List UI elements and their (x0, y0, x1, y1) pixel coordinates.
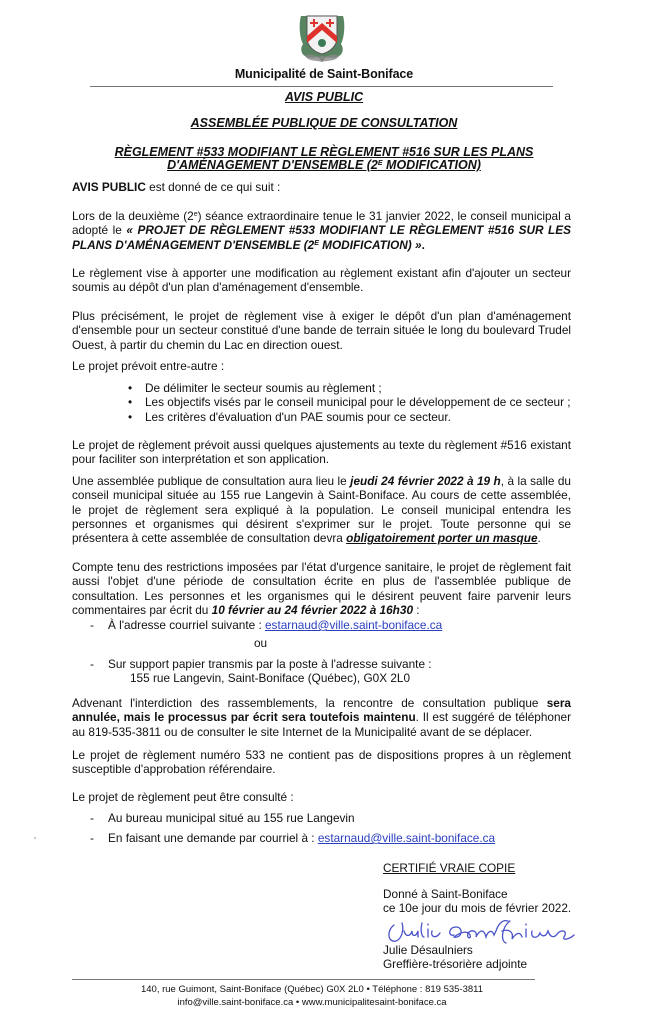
provisions-lead: Le projet prévoit entre-autre : (72, 359, 225, 373)
submission-email-link[interactable]: estarnaud@ville.saint-boniface.ca (265, 618, 443, 632)
consultation-email-link[interactable]: estarnaud@ville.saint-boniface.ca (317, 831, 496, 845)
footer-email: info@ville.saint-boniface.ca (177, 997, 294, 1008)
list-item: • De délimiter le secteur soumis au règlement ; (128, 381, 382, 395)
footer-line-1 (0, 984, 636, 997)
adjustments-paragraph: Le projet de règlement prévoit aussi quelques ajustements au texte du règlement #516 existant pour faciliter son interprétation et son application. (72, 438, 571, 467)
signatory-role: Greffière-trésorière adjointe (383, 957, 528, 972)
given-at-block: Donné à Saint-Boniface ce 10e jour du mois de février 2022. (383, 887, 572, 916)
dash-icon: - (90, 657, 94, 671)
footer-phone: Téléphone : 819 535-3811 (372, 984, 484, 995)
signatory-block (383, 943, 527, 972)
dash-icon: - (90, 618, 94, 632)
header-divider (90, 86, 553, 87)
footer-line-2 (0, 997, 636, 1010)
signatory-name: Julie Désaulniers (383, 943, 473, 957)
regulation-title: RÈGLEMENT #533 MODIFIANT LE RÈGLEMENT #516 SUR LES PLANS D'AMÉNAGEMENT D'ENSEMBLE ($2^E$ MODIFICATION) (114, 145, 534, 172)
footer-address: 140, rue Guimont, Saint-Boniface (Québec) G0X 2L0 (140, 984, 364, 995)
dash-icon: - (90, 831, 94, 845)
coat-of-arms-icon (297, 12, 347, 64)
bullet-icon: • (128, 395, 133, 410)
footer-website: www.municipalitesaint-boniface.ca (301, 997, 447, 1008)
dash-icon: - (90, 811, 94, 825)
scan-speck (34, 837, 36, 839)
submission-mail-item: - Sur support papier transmis par la poste à l'adresse suivante : 155 rue Langevin, Saint-Boniface (Québec), G0X 2L0 (90, 657, 432, 686)
notice-title: AVIS PUBLIC (284, 90, 364, 104)
consultation-office-item: - Au bureau municipal situé au 155 rue Langevin (90, 811, 355, 825)
consultation-lead: Le projet de règlement peut être consulté : (72, 790, 294, 804)
meeting-paragraph: Une assemblée publique de consultation aura lieu le jeudi 24 février 2022 à 19 h, à la salle du conseil municipal située au 155 rue Langevin à Saint-Boniface. Au cours de cette assemblée, le projet de règlement sera expliqué à la population. Le conseil municipal entendra les personnes et organismes qui désirent s'exprimer sur le projet. Toute personne qui se présentera à cette assemblée de consultation devra obligatoirement porter un masque. (72, 474, 571, 546)
list-item: • Les critères d'évaluation d'un PAE soumis pour ce secteur. (128, 409, 451, 424)
intro-paragraph: AVIS PUBLIC est donné de ce qui suit : (72, 180, 281, 194)
separator-bullet-icon: • (366, 984, 370, 995)
list-item: • Les objectifs visés par le conseil municipal pour le développement de ce secteur ; (128, 395, 571, 410)
bullet-icon: • (128, 409, 133, 424)
bullet-icon: • (128, 381, 133, 395)
adoption-paragraph: Lors de la deuxième (2e) séance extraordinaire tenue le 31 janvier 2022, le conseil municipal a adopté le « PROJET DE RÈGLEMENT #533 MODIFIANT LE RÈGLEMENT #516 SUR LES PLANS D'AMÉNAGEMENT D'ENSEMBLE ($2^E$ MODIFICATION) ». (72, 209, 571, 252)
written-consultation-paragraph: Compte tenu des restrictions imposées par l'état d'urgence sanitaire, le projet de règlement fait aussi l'objet d'une période de consultation écrite en plus de l'assemblée publique de consultation. Les personnes et les organismes qui le désirent peuvent faire parvenir leurs commentaires par écrit du 10 février au 24 février 2022 à 16h30 : (72, 560, 571, 617)
consultation-email-item: - En faisant une demande par courriel à : estarnaud@ville.saint-boniface.ca (90, 831, 496, 845)
purpose-paragraph: Le règlement vise à apporter une modification au règlement existant afin d'ajouter un secteur soumis au dépôt d'un plan d'aménagement d'ensemble. (72, 266, 571, 295)
mail-address: 155 rue Langevin, Saint-Boniface (Québec), G0X 2L0 (130, 671, 411, 686)
certified-true-copy: CERTIFIÉ VRAIE COPIE (383, 861, 516, 875)
or-separator: ou (254, 636, 268, 650)
submission-email-item: - À l'adresse courriel suivante : estarnaud@ville.saint-boniface.ca (90, 618, 443, 632)
separator-bullet-icon: • (295, 997, 300, 1008)
provisions-list (128, 381, 571, 424)
precision-paragraph: Plus précisément, le projet de règlement vise à exiger le dépôt d'un plan d'aménagement d'ensemble pour un secteur constitué d'une bande de terrain située le long du boulevard Trudel Ouest, à partir du chemin du Lac en direction ouest. (72, 309, 571, 352)
cancellation-paragraph: Advenant l'interdiction des rassemblements, la rencontre de consultation publique sera annulée, mais le processus par écrit sera toutefois maintenu. Il est suggéré de téléphoner au 819-535-3811 ou de consulter le site Internet de la Municipalité avant de se déplacer. (72, 696, 571, 739)
referendum-paragraph: Le projet de règlement numéro 533 ne contient pas de dispositions propres à un règlement susceptible d'approbation référendaire. (72, 748, 571, 777)
footer-divider (72, 979, 535, 980)
notice-subtitle: ASSEMBLÉE PUBLIQUE DE CONSULTATION (190, 116, 458, 130)
municipality-name: Municipalité de Saint-Boniface (234, 67, 414, 81)
